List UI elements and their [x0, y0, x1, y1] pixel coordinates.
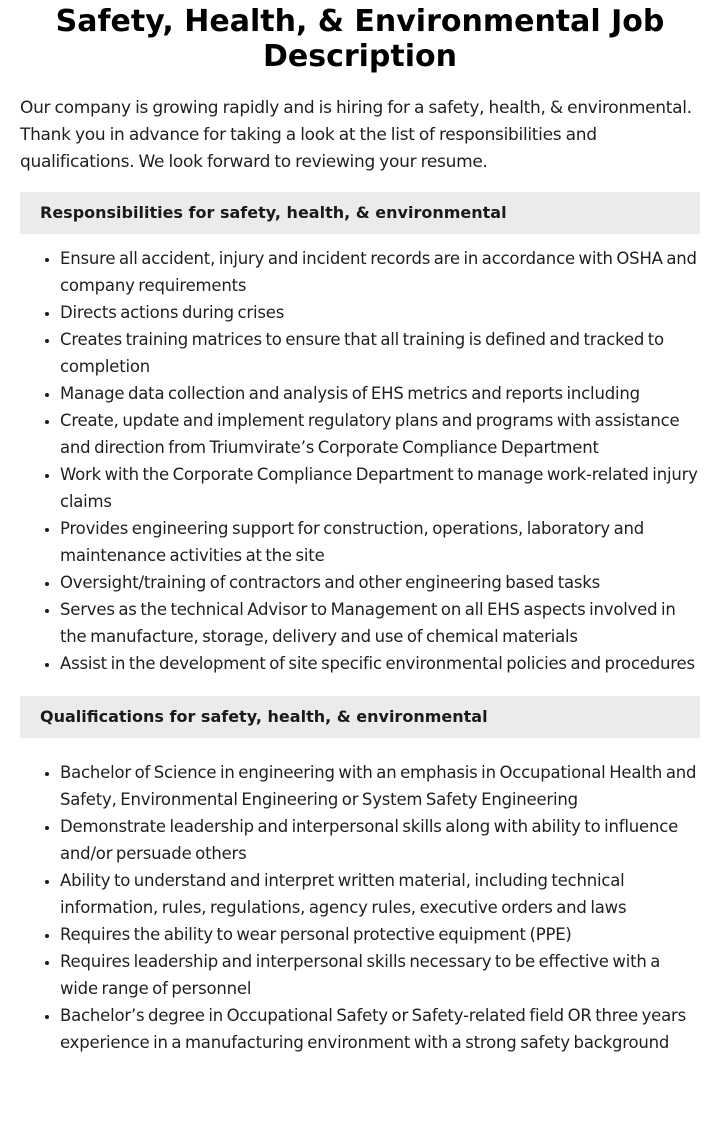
- list-item: • Provides engineering support for construction, operations, laboratory and maintenance activities at the site: [60, 515, 700, 569]
- list-item: • Assist in the development of site specific environmental policies and procedures: [60, 650, 700, 677]
- responsibilities-list: [20, 245, 700, 677]
- list-item: • Bachelor of Science in engineering with an emphasis in Occupational Health and Safety, Environmental Engineering or System Safety Engineering: [60, 759, 700, 813]
- list-item: • Requires leadership and interpersonal skills necessary to be effective with a wide range of personnel: [60, 948, 700, 1002]
- list-item: • Ensure all accident, injury and incident records are in accordance with OSHA and company requirements: [60, 245, 700, 299]
- qualifications-list: [20, 759, 700, 1056]
- list-item: • Bachelor’s degree in Occupational Safety or Safety-related field OR three years experience in a manufacturing environment with a strong safety background: [60, 1002, 700, 1056]
- list-item: • Creates training matrices to ensure that all training is defined and tracked to completion: [60, 326, 700, 380]
- list-item: • Work with the Corporate Compliance Department to manage work-related injury claims: [60, 461, 700, 515]
- list-item: • Requires the ability to wear personal protective equipment (PPE): [60, 921, 700, 948]
- list-item: • Demonstrate leadership and interpersonal skills along with ability to influence and/or persuade others: [60, 813, 700, 867]
- responsibilities-heading: Responsibilities for safety, health, & environmental: [20, 192, 700, 234]
- list-item: • Oversight/training of contractors and other engineering based tasks: [60, 569, 700, 596]
- list-item: • Manage data collection and analysis of EHS metrics and reports including: [60, 380, 700, 407]
- page-title: Safety, Health, & Environmental Job Description: [55, 4, 665, 74]
- qualifications-heading: Qualifications for safety, health, & environmental: [20, 696, 700, 738]
- list-item: • Directs actions during crises: [60, 299, 700, 326]
- list-item: • Ability to understand and interpret written material, including technical information, rules, regulations, agency rules, executive orders and laws: [60, 867, 700, 921]
- list-item: • Create, update and implement regulatory plans and programs with assistance and direction from Triumvirate’s Corporate Compliance Department: [60, 407, 700, 461]
- intro-paragraph: Our company is growing rapidly and is hiring for a safety, health, & environmental. Thank you in advance for taking a look at the list of responsibilities and qualifications. We look forward to reviewing your resume.: [20, 98, 692, 172]
- list-item: • Serves as the technical Advisor to Management on all EHS aspects involved in the manufacture, storage, delivery and use of chemical materials: [60, 596, 700, 650]
